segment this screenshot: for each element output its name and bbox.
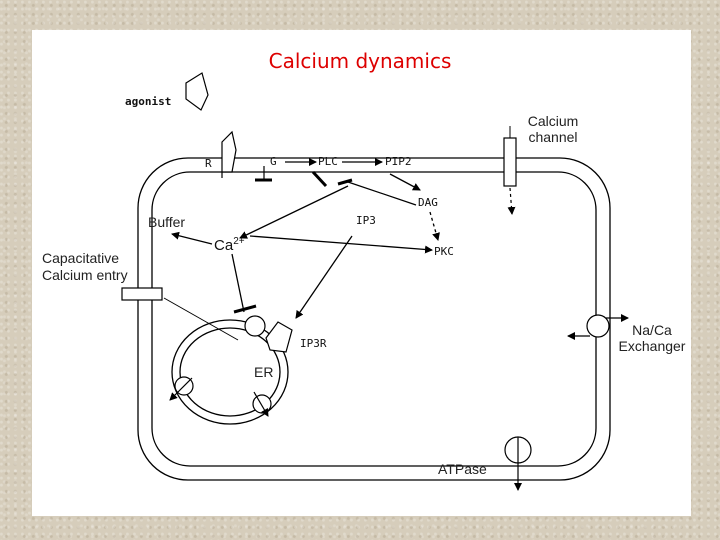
ip3r-icon — [266, 322, 292, 352]
er-label: ER — [254, 364, 274, 380]
pip2-membrane-mark — [338, 180, 352, 184]
dag-label: DAG — [418, 196, 438, 209]
receptor-icon — [222, 132, 236, 172]
ip3-to-ca-arrow — [240, 186, 348, 238]
capacitative-link-line — [164, 298, 238, 340]
pip2-to-dag-arrow-2 — [390, 174, 420, 190]
atpase-label: ATPase — [438, 461, 487, 477]
calcium-channel-label: Calcium channel — [527, 113, 579, 145]
plc-label: PLC — [318, 155, 338, 168]
calcium-channel-arrow — [510, 188, 512, 214]
ca-to-pkc-arrow — [250, 236, 432, 250]
agonist-icon — [186, 73, 208, 110]
na-ca-exchanger-icon — [587, 315, 609, 337]
er-pump-right-icon — [253, 395, 271, 413]
ip3-to-ip3r-arrow — [296, 236, 352, 318]
pkc-label: PKC — [434, 245, 454, 258]
buffer-label: Buffer — [148, 214, 186, 230]
receptor-label: R — [205, 157, 212, 170]
dag-to-pkc-arrow — [430, 212, 438, 240]
agonist-label: agonist — [125, 95, 172, 108]
page-title: Calcium dynamics — [268, 49, 452, 73]
plc-membrane-mark — [313, 172, 326, 186]
na-ca-exchanger-label: Na/Ca Exchanger — [618, 322, 686, 354]
capacitative-entry-label: Capacitative Calcium entry — [42, 250, 128, 283]
capacitative-channel-icon — [122, 288, 162, 300]
cell-membrane-outer — [138, 158, 610, 480]
pip2-label: PIP2 — [385, 155, 412, 168]
ip3r-label: IP3R — [300, 337, 327, 350]
ip3-label: IP3 — [356, 214, 376, 227]
ca-to-er-line — [232, 254, 244, 312]
ip3r-channel-icon — [245, 316, 265, 336]
g-protein-label: G — [270, 155, 277, 168]
ca-to-buffer-arrow — [172, 234, 212, 244]
pip2-to-dag-arrow — [348, 182, 416, 205]
calcium-channel-icon — [504, 138, 516, 186]
calcium-ion-label: $Ca^{2+}$ — [214, 236, 245, 254]
